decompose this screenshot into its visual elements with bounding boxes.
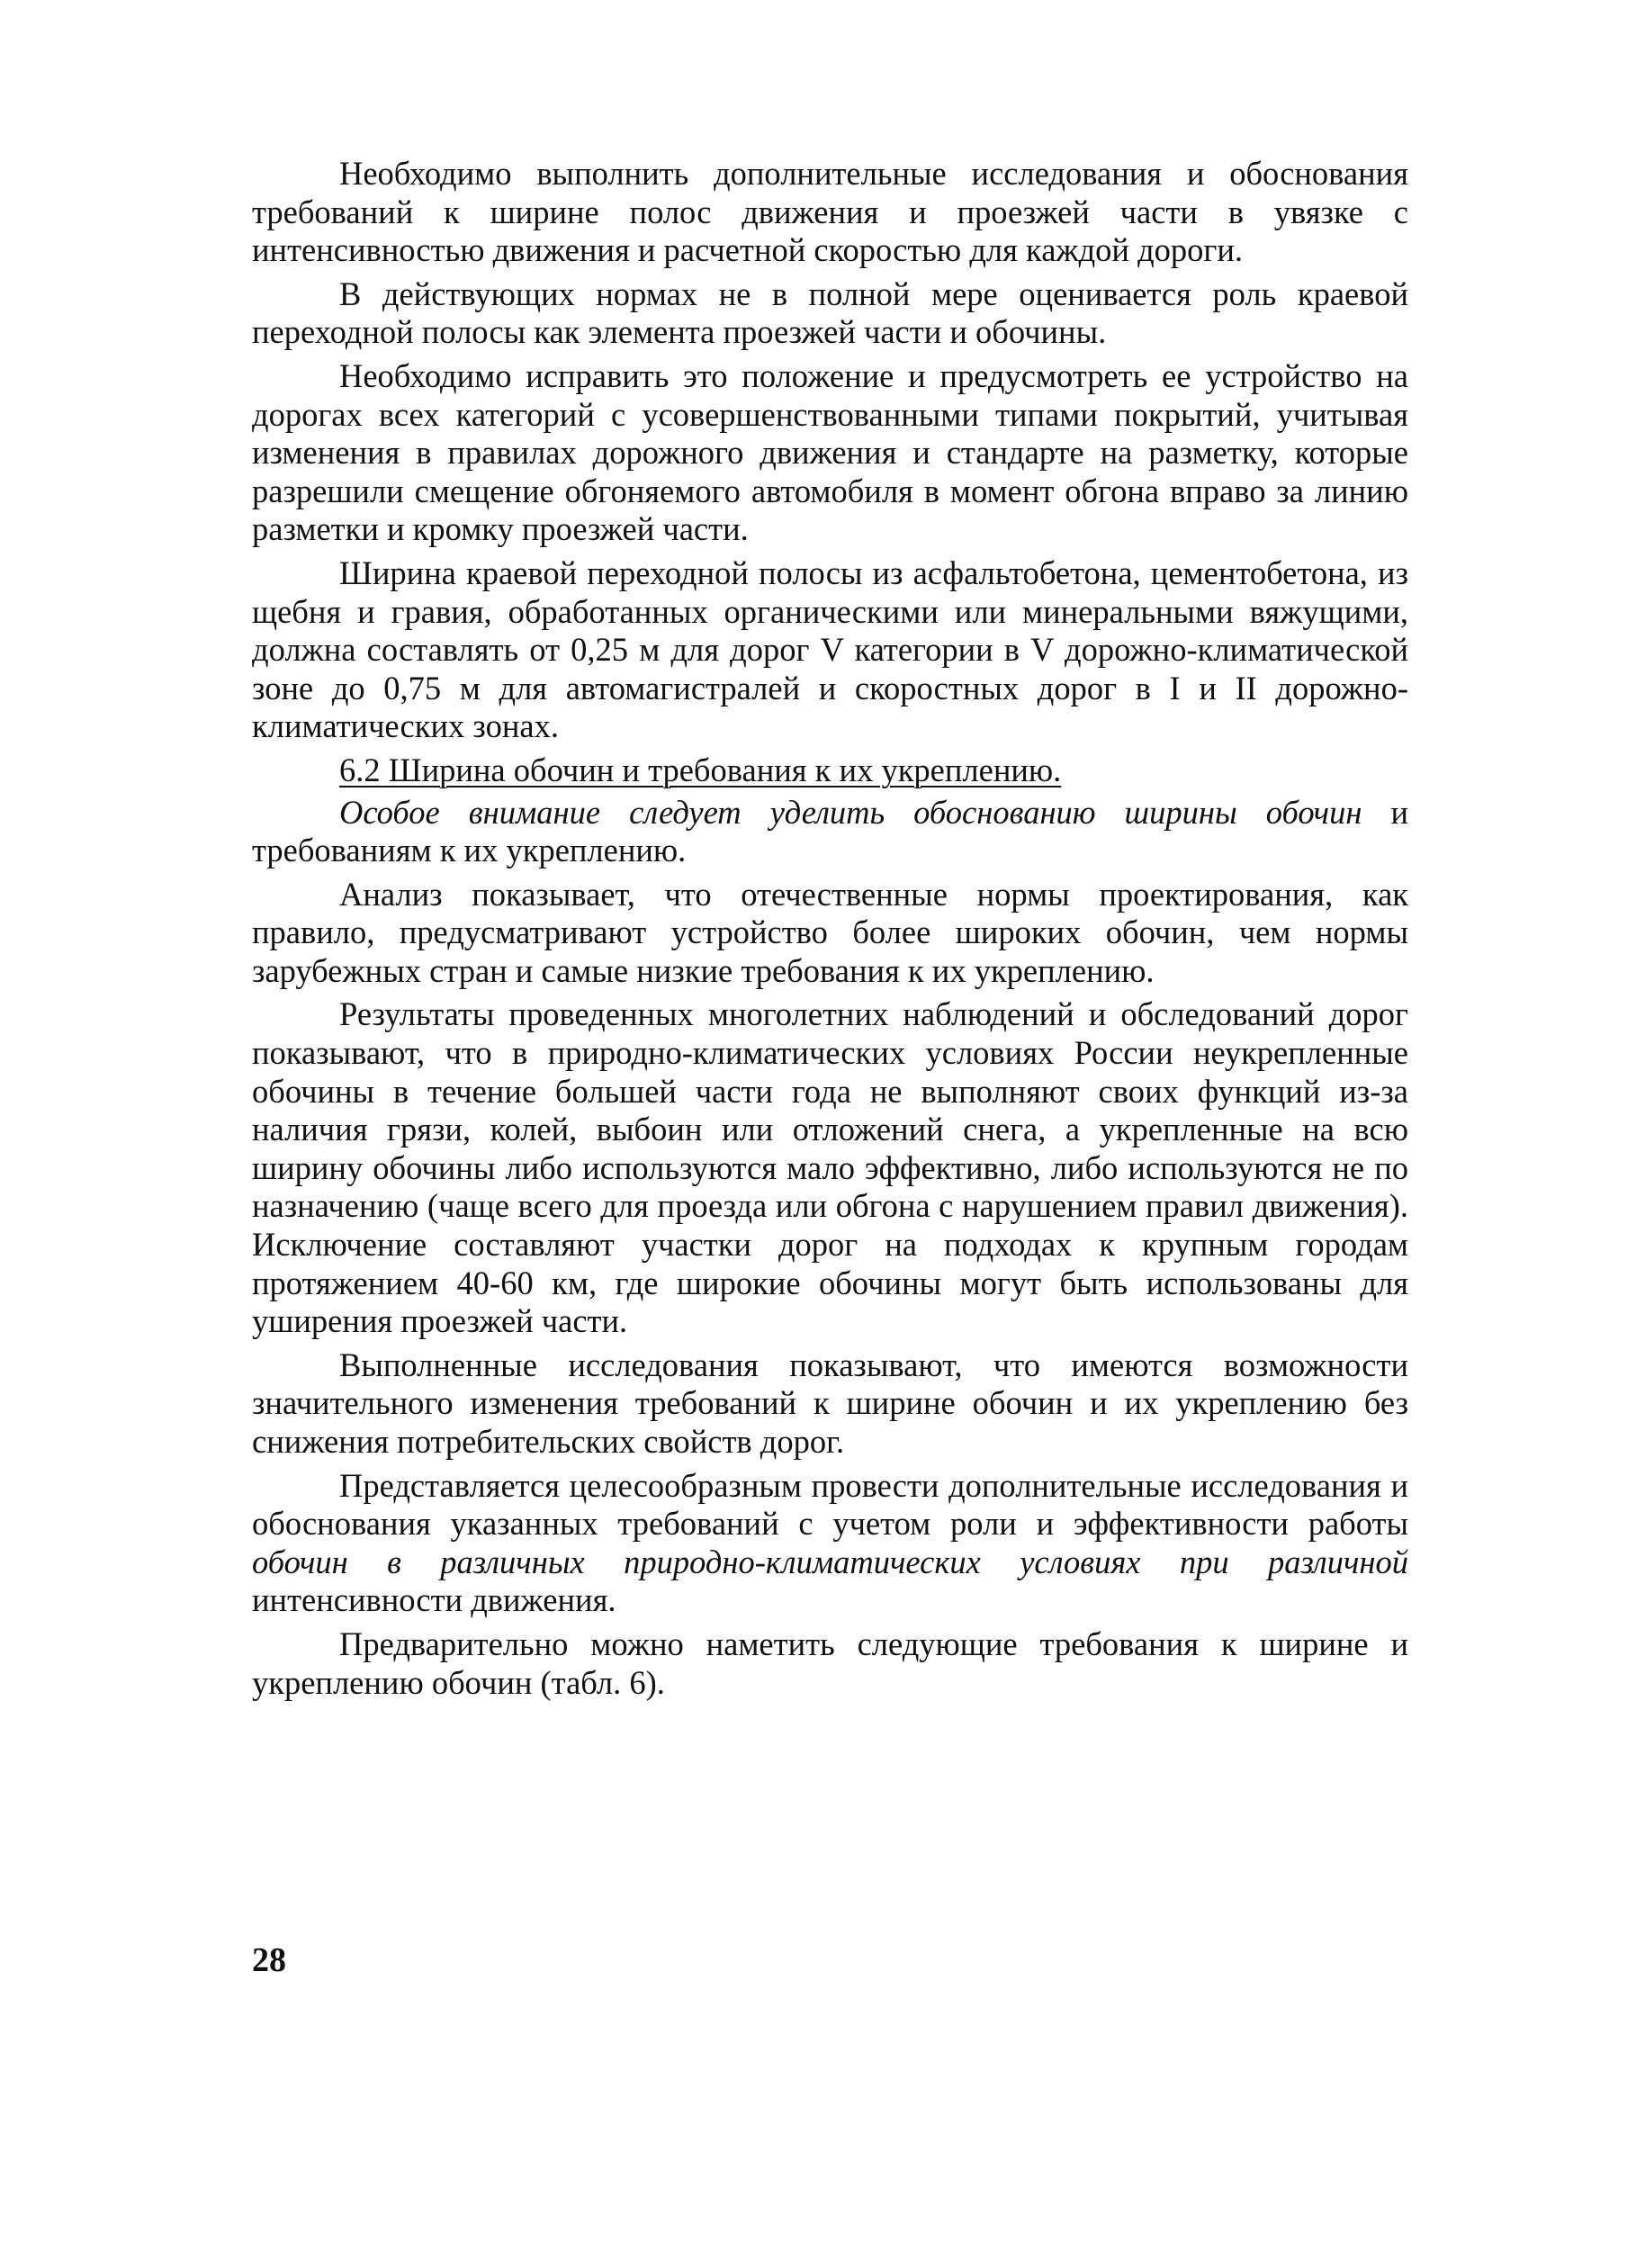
paragraph-2: В действующих нормах не в полной мере оценивается роль краевой переходной полосы как элемента проезжей части и обочины. (252, 274, 1408, 351)
paragraph-8: Выполненные исследования показывают, что имеются возможности значительного изменения требований к ширине обочин и их укреплению без снижения потребительских свойств дорог. (252, 1346, 1408, 1460)
paragraph-9 (252, 1467, 1408, 1620)
paragraph-9-italic: обочин в различных природно-климатических условиях при различной (252, 1543, 1408, 1580)
paragraph-5 (252, 794, 1408, 870)
paragraph-5-rest: и требованиям к их укреплению. (252, 793, 1408, 869)
paragraph-9-start: Представляется целесообразным провести дополнительные исследования и обоснования указанных требований с учетом роли и эффективности работы (252, 1466, 1408, 1543)
paragraph-9-end: интенсивности движения. (252, 1581, 616, 1619)
section-heading: 6.2 Ширина обочин и требования к их укреплению. (339, 751, 1062, 788)
paragraph-5-italic: Особое внимание следует уделить обоснованию ширины обочин (339, 793, 1362, 831)
paragraph-10: Предварительно можно наметить следующие требования к ширине и укреплению обочин (табл. 6). (252, 1624, 1408, 1701)
paragraph-7: Результаты проведенных многолетних наблюдений и обследований дорог показывают, что в природно-климатических условиях России неукрепленные обочины в течение большей части года не выполняют своих функций из-за наличия грязи, колей, выбоин или отложений снега, а укрепленные на всю ширину обочины либо используются мало эффективно, либо используются не по назначению (чаще всего для проезда или обгона с нарушением правил движения). Исключение составляют участки дорог на подходах к крупным городам протяжением 40-60 км, где широкие обочины могут быть использованы для уширения проезжей части. (252, 995, 1408, 1340)
paragraph-4: Ширина краевой переходной полосы из асфальтобетона, цементобетона, из щебня и гравия, обработанных органическими или минеральными вяжущими, должна составлять от 0,25 м для дорог V категории в V дорожно-климатической зоне до 0,75 м для автомагистралей и скоростных дорог в I и II дорожно-климатических зонах. (252, 554, 1408, 745)
paragraph-3: Необходимо исправить это положение и предусмотреть ее устройство на дорогах всех категорий с усовершенствованными типами покрытий, учитывая изменения в правилах дорожного движения и стандарте на разметку, которые разрешили смещение обгоняемого автомобиля в момент обгона вправо за линию разметки и кромку проезжей части. (252, 356, 1408, 548)
paragraph-6: Анализ показывает, что отечественные нормы проектирования, как правило, предусматривают устройство более широких обочин, чем нормы зарубежных стран и самые низкие требования к их укреплению. (252, 875, 1408, 989)
paragraph-1: Необходимо выполнить дополнительные исследования и обоснования требований к ширине полос движения и проезжей части в увязке с интенсивностью движения и расчетной скоростью для каждой дороги. (252, 155, 1408, 269)
page-number: 28 (252, 1941, 286, 1979)
document-body (252, 155, 1408, 1707)
